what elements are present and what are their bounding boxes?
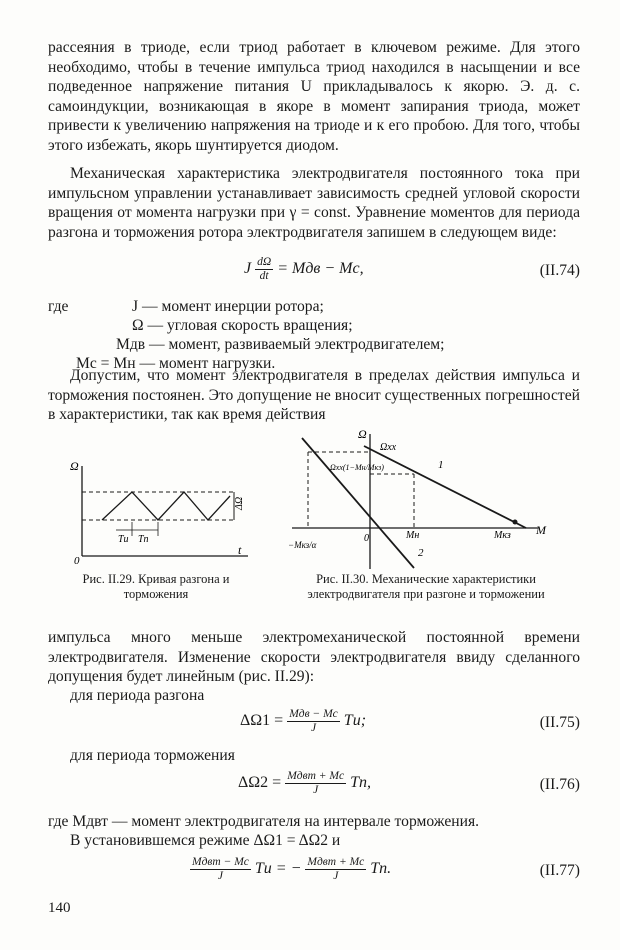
caption-fig-II-30: Рис. II.30. Механические характеристики электродвигателя при разгоне и торможении [307,572,545,601]
figure-II-29 [66,456,266,566]
paragraph-mechanical-characteristic: Механическая характеристика электродвигателя постоянного тока при импульсном управлении устанавливает зависимость средней угловой скорости вращения от момента нагрузки при γ = const. Уравнение моментов для периода разгона и торможения ротора электродвигателя запишем в следующем виде: [48,165,580,241]
fig30-m-label: M [536,523,546,537]
fig30-omega-label: Ω [358,427,367,441]
glossary-item-mc: Mс = Mн — момент нагрузки. [76,355,276,372]
figure-II-30 [282,424,550,574]
fig30-line2-label: 2 [418,547,424,559]
fig30-mn-label: Mн [406,530,420,541]
paragraph-assumption: Допустим, что момент электродвигателя в пределах действия импульса и торможения постоянен. Это допущение не вносит существенных погрешностей в характеристики, так как время действия [48,367,580,423]
paragraph-impulse: импульса много меньше электромеханической постоянной времени электродвигателя. Изменение скорости электродвигателя ввиду сделанного допущения будет линейным (рис. II.29): [48,629,580,685]
fig29-omega-label: Ω [70,459,79,473]
paragraph-acceleration: для периода разгона [70,687,205,704]
equation-II-75: ΔΩ1 = $\frac{\text{Mдв − Mс}}{J}$ Tи; [240,708,367,734]
paragraph-mdvt-definition: где Mдвт — момент электродвигателя на интервале торможения. [48,813,480,830]
equation-number-II-75: (II.75) [539,714,580,731]
fig30-mkz-point [513,520,518,525]
page-number: 140 [48,900,71,916]
fig30-zero-label: 0 [364,533,369,544]
paragraph-continuation: рассеяния в триоде, если триод работает в ключевом режиме. Для этого необходимо, чтобы в течение импульса триод находился в насыщении и все подведенное напряжение питания U прикладывалось к якорю. Э. д. с. самоиндукции, возникающая в якоре в момент запирания триода, может привести к увеличению напряжения на триоде и к его пробою. Для того, чтобы этого избежать, якорь шунтируется диодом. [48,39,580,154]
equation-number-II-77: (II.77) [539,862,580,879]
equation-II-76: ΔΩ2 = $\frac{\text{Mдвт + Mс}}{J}$ Tп, [238,770,371,796]
fig29-sawtooth [102,492,230,520]
fig30-line-1 [364,446,526,528]
glossary-item-j: J — момент инерции ротора; [132,298,324,315]
equation-number-II-76: (II.76) [539,776,580,793]
fig29-t-label: t [238,543,242,557]
fig30-neg-label: −Mкз/α [288,540,317,550]
equation-II-74: J $\frac{d\Omega}{dt}$ = Mдв − Mс, [244,256,364,282]
equation-number-II-74: (II.74) [539,262,580,279]
fig29-tu-label: Tи [118,534,129,545]
glossary-item-omega: Ω — угловая скорость вращения; [132,317,353,334]
fig29-tp-label: Tп [138,534,149,545]
paragraph-steady-state: В установившемся режиме ΔΩ1 = ΔΩ2 и [70,832,341,849]
glossary-item-mdv: Mдв — момент, развиваемый электродвигателем; [116,336,445,353]
fig30-omega-xx-label: Ωxx [380,442,397,453]
fig30-line1-label: 1 [438,459,444,471]
caption-fig-II-29: Рис. II.29. Кривая разгона и торможения [82,572,230,601]
paragraph-braking: для периода торможения [70,747,235,764]
glossary-where: где [48,298,69,315]
fig30-formula-label: Ωxx(1−Mн/Mкз) [330,463,384,472]
fig29-delta-label: ΔΩ [234,496,245,510]
equation-II-77: $\frac{\text{Mдвт − Mс}}{J}$ Tи = − $\frac{\text{Mдвт + Mс}}{J}$ Tп. [192,856,392,882]
fig29-zero-label: 0 [74,555,80,566]
fig30-mkz-label: Mкз [494,530,511,541]
fig30-line-2 [302,438,414,568]
